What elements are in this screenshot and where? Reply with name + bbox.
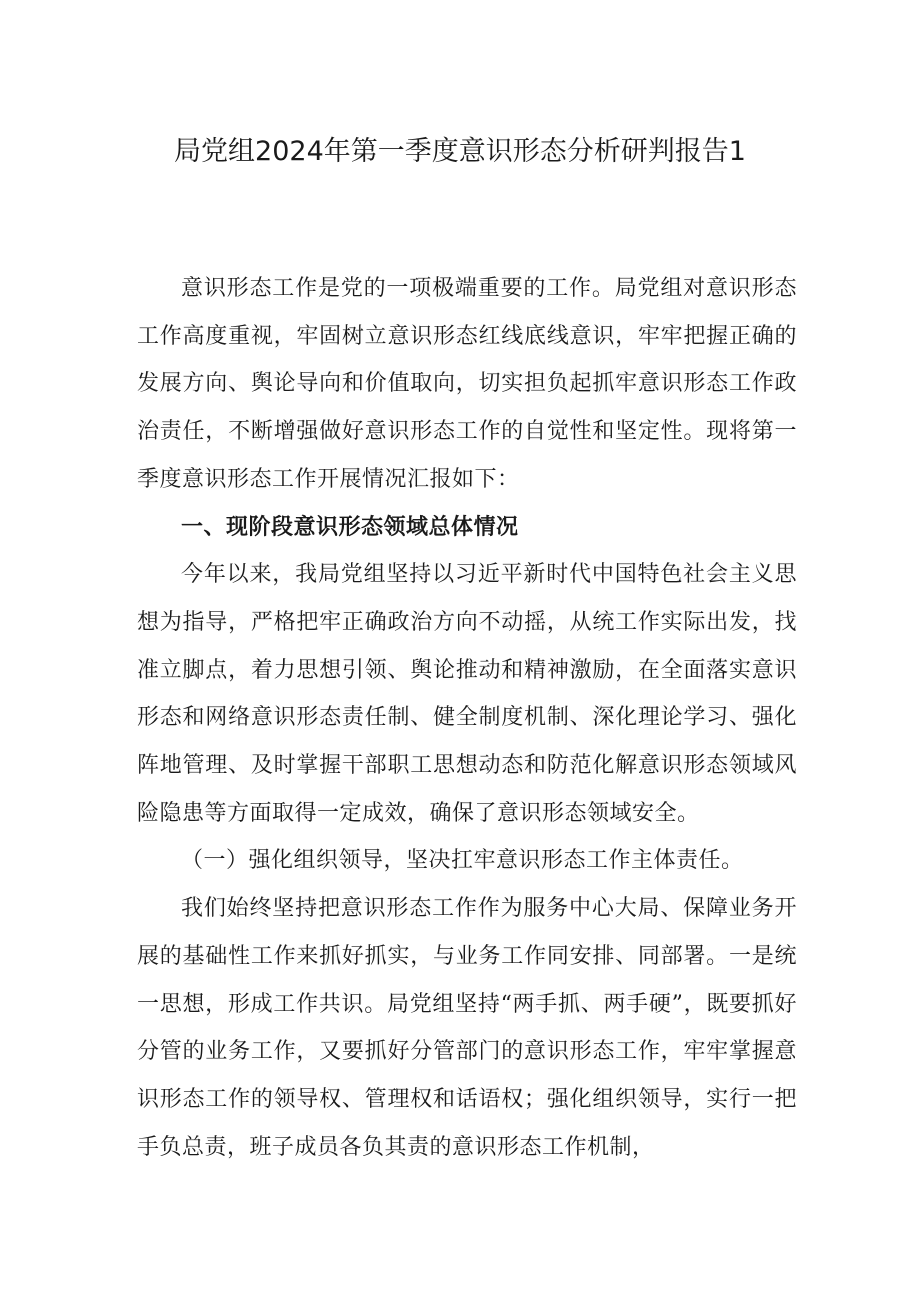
section-heading: 一、现阶段意识形态领域总体情况: [181, 513, 519, 540]
document-body: [137, 265, 797, 1171]
intro-paragraph: 意识形态工作是党的一项极端重要的工作。局党组对意识形态工作高度重视，牢固树立意识形态红线底线意识，牢牢把握正确的发展方向、舆论导向和价值取向，切实担负起抓牢意识形态工作政治责任，不断增强做好意识形态工作的自觉性和坚定性。现将第一季度意识形态工作开展情况汇报如下：: [137, 276, 797, 492]
section-paragraph: 今年以来，我局党组坚持以习近平新时代中国特色社会主义思想为指导，严格把牢正确政治方向不动摇，从统工作实际出发，找准立脚点，着力思想引领、舆论推动和精神激励，在全面落实意识形态和网络意识形态责任制、健全制度机制、深化理论学习、强化阵地管理、及时掌握干部职工思想动态和防范化解意识形态领域风险隐患等方面取得一定成效，确保了意识形态领域安全。: [137, 562, 797, 826]
subsection-paragraph: 我们始终坚持把意识形态工作作为服务中心大局、保障业务开展的基础性工作来抓好抓实，与业务工作同安排、同部署。一是统一思想，形成工作共识。局党组坚持“两手抓、两手硬”，既要抓好分管的业务工作，又要抓好分管部门的意识形态工作，牢牢掌握意识形态工作的领导权、管理权和话语权；强化组织领导，实行一把手负总责，班子成员各负其责的意识形态工作机制，: [137, 896, 797, 1160]
subsection-heading: （一）强化组织领导，坚决扛牢意识形态工作主体责任。: [181, 848, 744, 874]
document-title: 局党组2024年第一季度意识形态分析研判报告1: [174, 136, 746, 167]
